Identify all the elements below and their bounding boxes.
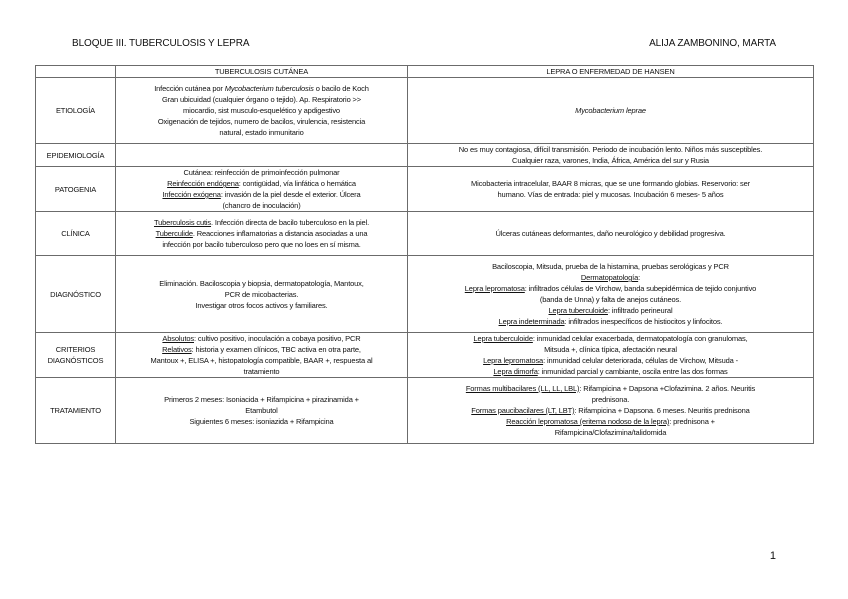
cell-line (119, 178, 404, 189)
text-segment: : infiltrados inespecíficos de histiocitos y linfocitos. (564, 317, 723, 326)
underlined-term: Lepra lepromatosa (464, 284, 525, 293)
cell-line (411, 261, 810, 272)
row-label: EPIDEMIOLOGÍA (36, 144, 116, 167)
text-segment: : cultivo positivo, inoculación a cobaya positivo, PCR (194, 334, 361, 343)
cell-line (119, 239, 404, 250)
cell-line (411, 355, 810, 366)
underlined-term: Formas paucibacilares (LT, LBT) (471, 406, 575, 415)
underlined-term: Lepra tuberculoide (548, 306, 608, 315)
cell-line (119, 228, 404, 239)
cell-line (119, 405, 404, 416)
text-segment: Oxigenación de tejidos, numero de bacilos, virulencia, resistencia (157, 117, 366, 126)
cell-line (411, 405, 810, 416)
table-header-row (36, 66, 814, 78)
cell-line (411, 178, 810, 189)
table-row-epidemiologia (36, 144, 814, 167)
cell-line (411, 105, 810, 116)
cell-line (119, 127, 404, 138)
page-number: 1 (769, 550, 776, 562)
table-row-tratamiento (36, 378, 814, 444)
cell-line (119, 217, 404, 228)
cell-line (119, 394, 404, 405)
cell-line (411, 155, 810, 166)
lepra-cell (408, 378, 814, 444)
underlined-term: Tuberculosis cutis (153, 218, 212, 227)
text-segment: Gran ubicuidad (cualquier órgano o tejido). Ap. Respiratorio >> (161, 95, 361, 104)
text-segment: Mantoux +, ELISA +, histopatología compatible, BAAR +, respuesta al (150, 356, 373, 365)
cell-line (119, 344, 404, 355)
cell-line (119, 278, 404, 289)
row-label: CLÍNICA (36, 212, 116, 256)
table-row-criterios-diagnosticos (36, 333, 814, 378)
text-segment: No es muy contagiosa, difícil transmisión. Periodo de incubación lento. Niños más susceptibles. (458, 145, 763, 154)
text-segment: Cutánea: reinfección de primoinfección pulmonar (183, 168, 340, 177)
text-segment: : Rifampicina + Dapsona. 6 meses. Neuritis prednisona (574, 406, 750, 415)
cell-line (119, 105, 404, 116)
text-segment: Baciloscopia, Mitsuda, prueba de la histamina, pruebas serológicas y PCR (492, 262, 729, 271)
table-row-etiologia (36, 78, 814, 144)
tuberculosis-cell (116, 144, 408, 167)
tuberculosis-cell (116, 212, 408, 256)
underlined-term: Lepra tuberculoide (473, 334, 533, 343)
cell-line (119, 333, 404, 344)
cell-line (411, 366, 810, 377)
cell-line (119, 355, 404, 366)
cell-line (411, 416, 810, 427)
underlined-term: Dermatopatología (580, 273, 639, 282)
text-segment: infección por bacilo tuberculoso pero que no loes en sí misma. (162, 240, 361, 249)
tuberculosis-cell (116, 78, 408, 144)
text-segment: . Reacciones inflamatorias a distancia asociadas a una (192, 229, 368, 238)
table-row-diagnostico (36, 256, 814, 333)
row-label: CRITERIOS DIAGNÓSTICOS (36, 333, 116, 378)
text-segment: Cualquier raza, varones, India, África, América del sur y Rusia (512, 156, 709, 165)
text-segment: Mitsuda +, clínica típica, afectación neural (544, 345, 677, 354)
text-segment: : infiltrados células de Virchow, banda subepidérmica de tejido conjuntivo (524, 284, 757, 293)
tuberculosis-cell (116, 333, 408, 378)
text-segment: prednisona. (591, 395, 630, 404)
lepra-cell (408, 212, 814, 256)
text-segment: : inmunidad parcial y cambiante, oscila entre las dos formas (537, 367, 728, 376)
cell-line (119, 289, 404, 300)
cell-line (411, 383, 810, 394)
cell-line (119, 116, 404, 127)
tuberculosis-cell (116, 256, 408, 333)
underlined-term: Relativos (162, 345, 192, 354)
text-segment: . Infección directa de bacilo tuberculoso en la piel. (211, 218, 370, 227)
table-row-clinica (36, 212, 814, 256)
text-segment: : (638, 273, 641, 282)
underlined-term: Infección exógena (162, 190, 221, 199)
underlined-term: Lepra dimorfa (493, 367, 538, 376)
lepra-cell (408, 144, 814, 167)
text-segment: (chancro de inoculación) (222, 201, 301, 210)
tuberculosis-cell (116, 378, 408, 444)
underlined-term: Reinfección endógena (167, 179, 239, 188)
text-segment: Investigar otros focos activos y familiares. (195, 300, 328, 310)
cell-line (119, 366, 404, 377)
text-segment: Siguientes 6 meses: isoniazida + Rifampicina (189, 417, 334, 426)
table-row-patogenia (36, 167, 814, 212)
cell-line (411, 316, 810, 327)
lepra-cell (408, 256, 814, 333)
text-segment: Primeros 2 meses: Isoniacida + Rifampicina + pirazinamida + (164, 395, 359, 404)
text-segment: Micobacteria intracelular, BAAR 8 micras, que se une formando globias. Reservorio: ser (471, 179, 750, 188)
cell-line (411, 283, 810, 294)
text-segment: : contigüidad, vía linfática o hemática (238, 179, 356, 188)
underlined-term: Lepra indeterminada (498, 317, 565, 326)
cell-line (411, 344, 810, 355)
comparison-table (35, 65, 814, 444)
text-segment: Rifampicina/Clofazimina/talidomida (554, 428, 667, 437)
tuberculosis-cell (116, 167, 408, 212)
underlined-term: Lepra lepromatosa (483, 356, 544, 365)
italic-term: Mycobacterium leprae (575, 106, 646, 115)
lepra-cell (408, 333, 814, 378)
lepra-cell (408, 78, 814, 144)
cell-line (411, 333, 810, 344)
row-label: TRATAMIENTO (36, 378, 116, 444)
text-segment: : infiltrado perineural (607, 306, 673, 315)
underlined-term: Absolutos (162, 334, 194, 343)
text-segment: (banda de Unna) y falta de anejos cutáneos. (539, 295, 682, 304)
row-label: PATOGENIA (36, 167, 116, 212)
text-segment: natural, estado inmunitario (219, 128, 304, 137)
underlined-term: Formas multibacilares (LL, LL, LBL) (465, 384, 580, 393)
text-segment: o bacilo de Koch (313, 84, 369, 93)
cell-line (119, 200, 404, 211)
cell-line (411, 228, 810, 239)
text-segment: : inmunidad celular deteriorada, células de Virchow, Mitsuda - (543, 356, 738, 365)
column-header-empty (36, 66, 116, 78)
row-label: ETIOLOGÍA (36, 78, 116, 144)
italic-term: Mycobacterium tuberculosis (224, 84, 314, 93)
text-segment: : Rifampicina + Dapsona +Clofazimina. 2 años. Neuritis (579, 384, 756, 393)
cell-line (411, 272, 810, 283)
cell-line (119, 83, 404, 94)
lepra-cell (408, 167, 814, 212)
column-header-lepra: LEPRA O ENFERMEDAD DE HANSEN (408, 66, 814, 78)
row-label: DIAGNÓSTICO (36, 256, 116, 333)
text-segment: miocardio, sist musculo-esquelético y apdigestivo (183, 106, 340, 115)
cell-line (411, 189, 810, 200)
cell-line (119, 189, 404, 200)
cell-line (411, 144, 810, 155)
cell-line (119, 167, 404, 178)
text-segment: : invasión de la piel desde el exterior. Úlcera (220, 190, 361, 199)
underlined-term: Reacción lepromatosa (eritema nodoso de la lepra) (506, 417, 670, 426)
text-segment: humano. Vías de entrada: piel y mucosas. Incubación 6 meses- 5 años (497, 190, 724, 199)
underlined-term: Tuberculide (155, 229, 193, 238)
cell-line (411, 305, 810, 316)
document-header-author: ALIJA ZAMBONINO, MARTA (649, 38, 776, 49)
cell-line (119, 94, 404, 105)
text-segment: Eliminación. Baciloscopia y biopsia, dermatopatología, Mantoux, (159, 278, 364, 288)
column-header-tuberculosis: TUBERCULOSIS CUTÁNEA (116, 66, 408, 78)
text-segment: : prednisona + (669, 417, 715, 426)
cell-line (411, 394, 810, 405)
text-segment: Infección cutánea por (154, 84, 225, 93)
text-segment: PCR de micobacterias. (224, 289, 299, 299)
text-segment: Etambutol (245, 406, 278, 415)
text-segment: Úlceras cutáneas deformantes, daño neurológico y debilidad progresiva. (495, 229, 726, 238)
cell-line (411, 294, 810, 305)
document-header-title: BLOQUE III. TUBERCULOSIS Y LEPRA (72, 38, 250, 49)
cell-line (119, 416, 404, 427)
text-segment: tratamiento (243, 367, 280, 376)
text-segment: : inmunidad celular exacerbada, dermatopatología con granulomas, (532, 334, 748, 343)
text-segment: : historia y examen clínicos, TBC activa en otra parte, (191, 345, 361, 354)
cell-line (119, 300, 404, 311)
cell-line (411, 427, 810, 438)
